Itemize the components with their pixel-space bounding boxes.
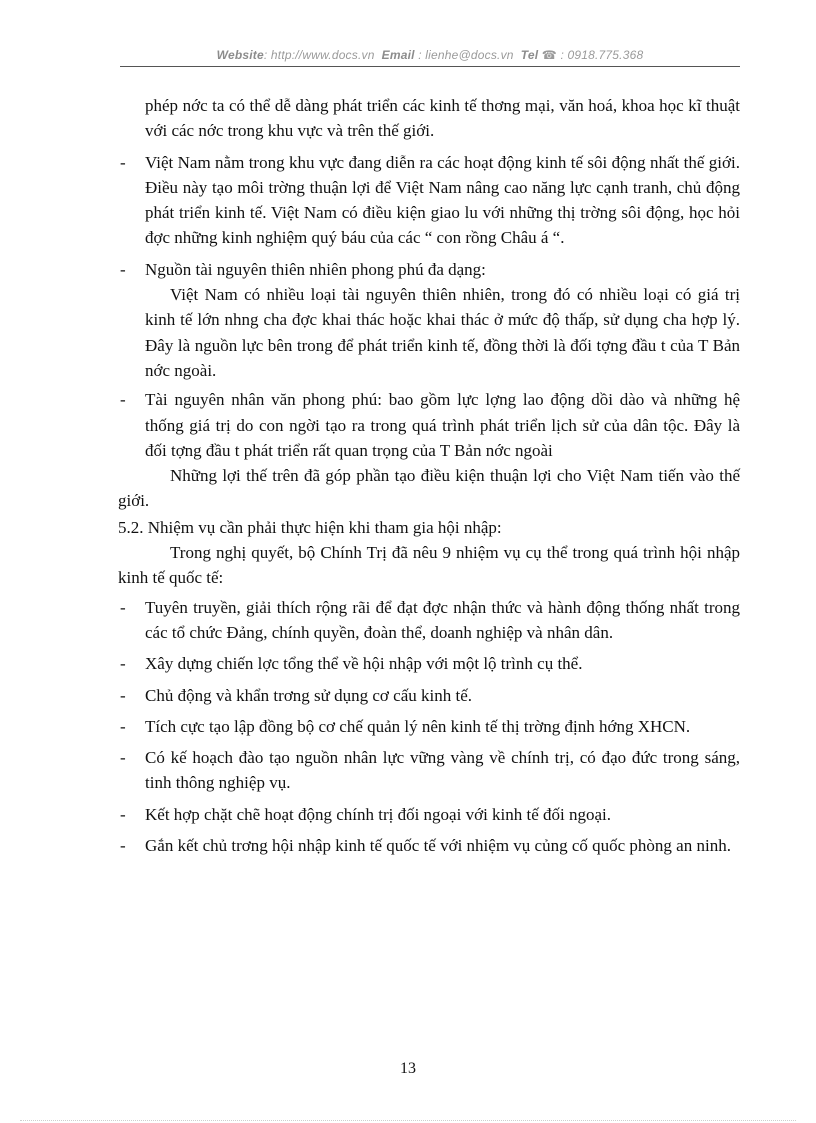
bullet-dash: - [120,259,126,279]
bullet-dash: - [120,716,126,736]
page-header [120,48,740,62]
header-divider [120,66,740,67]
tel-label: Tel [520,48,539,62]
task-item [118,595,740,646]
task-item [118,651,740,676]
bullet-dash: - [120,836,126,856]
page-bottom-border [20,1120,796,1121]
bullet-text: Nguồn tài nguyên thiên nhiên phong phú đa dạng: [145,259,486,279]
document-body [118,93,740,864]
paragraph: Trong nghị quyết, bộ Chính Trị đã nêu 9 nhiệm vụ cụ thể trong quá trình hội nhập kinh tế quốc tế: [118,543,740,588]
task-text: Tích cực tạo lập đồng bộ cơ chế quản lý nên kinh tế thị trờng định hớng XHCN. [145,716,691,736]
paragraph-continuation: phép nớc ta có thể dễ dàng phát triển các kinh tế thơng mại, văn hoá, khoa học kĩ thuật với các nớc trong khu vực và trên thế giới. [145,96,740,141]
task-item [118,714,740,739]
website-label: Website [216,48,264,62]
bullet-dash: - [120,654,126,674]
bullet-subparagraph: Việt Nam có nhiều loại tài nguyên thiên nhiên, trong đó có nhiều loại có giá trị kinh tế lớn nhng cha đợc khai thác hoặc khai thác ở mức độ thấp, sử dụng cha hợp lý. Đây là nguồn lực bên trong để phát triển kinh tế, đồng thời là đối tợng đầu t của T Bản nớc ngoài. [145,285,740,380]
task-text: Gắn kết chủ trơng hội nhập kinh tế quốc tế với nhiệm vụ củng cố quốc phòng an ninh. [145,836,731,856]
task-text: Có kế hoạch đào tạo nguồn nhân lực vững vàng về chính trị, có đạo đức trong sáng, tinh thông nghiệp vụ. [145,748,740,793]
task-text: Tuyên truyền, giải thích rộng rãi để đạt đợc nhận thức và hành động thống nhất trong các tổ chức Đảng, chính quyền, đoàn thể, doanh nghiệp và nhân dân. [145,597,740,642]
task-item [118,802,740,827]
bullet-dash: - [120,597,126,617]
email-label: Email [381,48,415,62]
page-number: 13 [400,1060,416,1077]
task-text: Xây dựng chiến lợc tổng thể về hội nhập với một lộ trình cụ thể. [145,654,583,674]
task-text: Chủ động và khẩn trơng sử dụng cơ cấu kinh tế. [145,685,473,705]
bullet-dash: - [120,748,126,768]
bullet-item [118,387,740,463]
task-item [118,683,740,708]
bullet-dash: - [120,685,126,705]
bullet-text: Việt Nam nằm trong khu vực đang diễn ra các hoạt động kinh tế sôi động nhất thế giới. Điều này tạo môi trờng thuận lợi để Việt Nam nâng cao năng lực cạnh tranh, chủ động phát triển kinh tế. Việt Nam có điều kiện giao lu với những thị trờng sôi động, học hỏi đợc những kinh nghiệm quý báu của các “ con rồng Châu á “. [145,152,740,248]
tel-value: ☎ : 0918.775.368 [541,48,644,62]
task-text: Kết hợp chặt chẽ hoạt động chính trị đối ngoại với kinh tế đối ngoại. [145,804,612,824]
bullet-item [118,150,740,251]
bullet-dash: - [120,804,126,824]
task-item [118,833,740,858]
bullet-dash: - [120,152,126,172]
bullet-dash: - [120,390,126,410]
section-heading: 5.2. Nhiệm vụ cần phải thực hiện khi tham gia hội nhập: [118,517,502,537]
website-value: : http://www.docs.vn [263,48,375,62]
email-value: : lienhe@docs.vn [418,48,514,62]
bullet-text: Tài nguyên nhân văn phong phú: bao gồm lực lợng lao động dồi dào và những hệ thống giá trị do con ngời tạo ra trong quá trình phát triển lịch sử của dân tộc. Đây là đối tợng đầu t phát triển rất quan trọng của T Bản nớc ngoài [145,390,740,460]
paragraph: Những lợi thế trên đã góp phần tạo điều kiện thuận lợi cho Việt Nam tiến vào thế giới. [118,466,740,511]
task-item [118,745,740,796]
bullet-item [118,257,740,282]
